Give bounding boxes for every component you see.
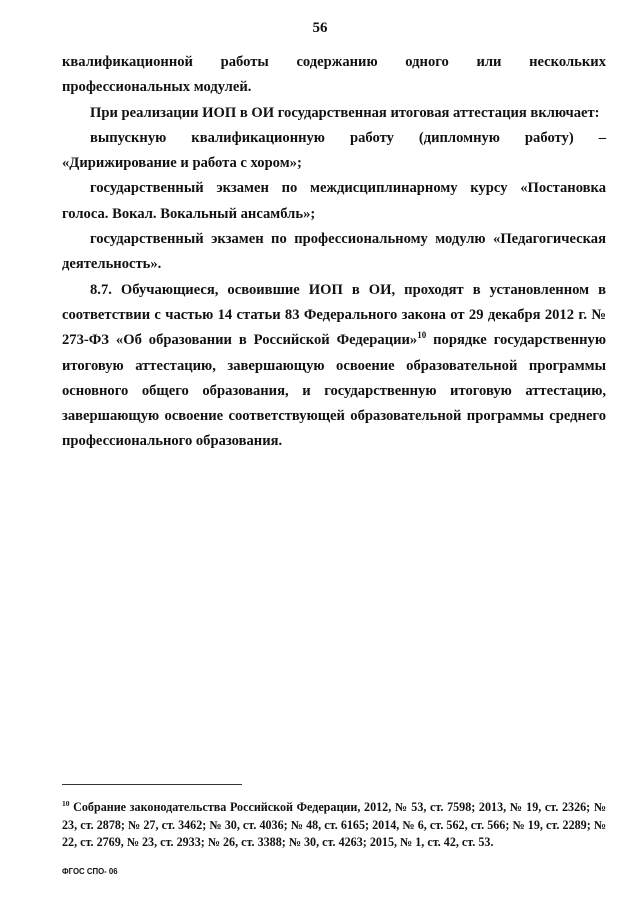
- paragraph-8-7-end: порядке государственную итоговую аттестацию, завершающую освоение образовательной программы основного общего образования, и государственную итоговую аттестацию, завершающую освоение соответствующей образовательной программы среднего профессионального образования.: [62, 332, 606, 450]
- paragraph-8-7-start: 8.7. Обучающиеся, освоившие ИОП в ОИ, проходят в установленном в соответствии с частью 14 статьи 83 Федерального закона от 29 декабря 2012 г. № 273-ФЗ «Об образовании в Российской Федерации»: [62, 281, 606, 349]
- footnote-text: Собрание законодательства Российской Федерации, 2012, № 53, ст. 7598; 2013, № 19, ст. 2326; № 23, ст. 2878; № 27, ст. 3462; № 30, ст. 4036; № 48, ст. 6165; 2014, № 6, ст. 562, ст. 566; № 19, ст. 2289; № 22, ст. 2769, № 23, ст. 2933; № 26, ст. 3388; № 30, ст. 4263; 2015, № 1, ст. 42, ст. 53.: [62, 800, 606, 849]
- footnote-reference[interactable]: 10: [417, 330, 427, 341]
- document-code: ФГОС СПО- 06: [62, 867, 118, 876]
- paragraph-diploma-work: выпускную квалификационную работу (дипломную работу) – «Дирижирование и работа с хором»;: [62, 129, 606, 172]
- footnote: [62, 799, 606, 852]
- footnote-divider: [62, 784, 242, 785]
- page-number: 56: [312, 20, 328, 36]
- paragraph-pedagogy-exam: государственный экзамен по профессиональному модулю «Педагогическая деятельность».: [62, 231, 606, 273]
- main-text: [62, 50, 606, 455]
- paragraph-8-7: [62, 278, 606, 455]
- footnote-marker: 10: [62, 798, 70, 808]
- paragraph-attestation-intro: При реализации ИОП в ОИ государственная итоговая аттестация включает:: [90, 104, 600, 121]
- paragraph-modules: квалификационной работы содержанию одного или нескольких профессиональных модулей.: [62, 54, 606, 96]
- paragraph-vocal-exam: государственный экзамен по междисциплинарному курсу «Постановка голоса. Вокал. Вокальный ансамбль»;: [62, 180, 606, 222]
